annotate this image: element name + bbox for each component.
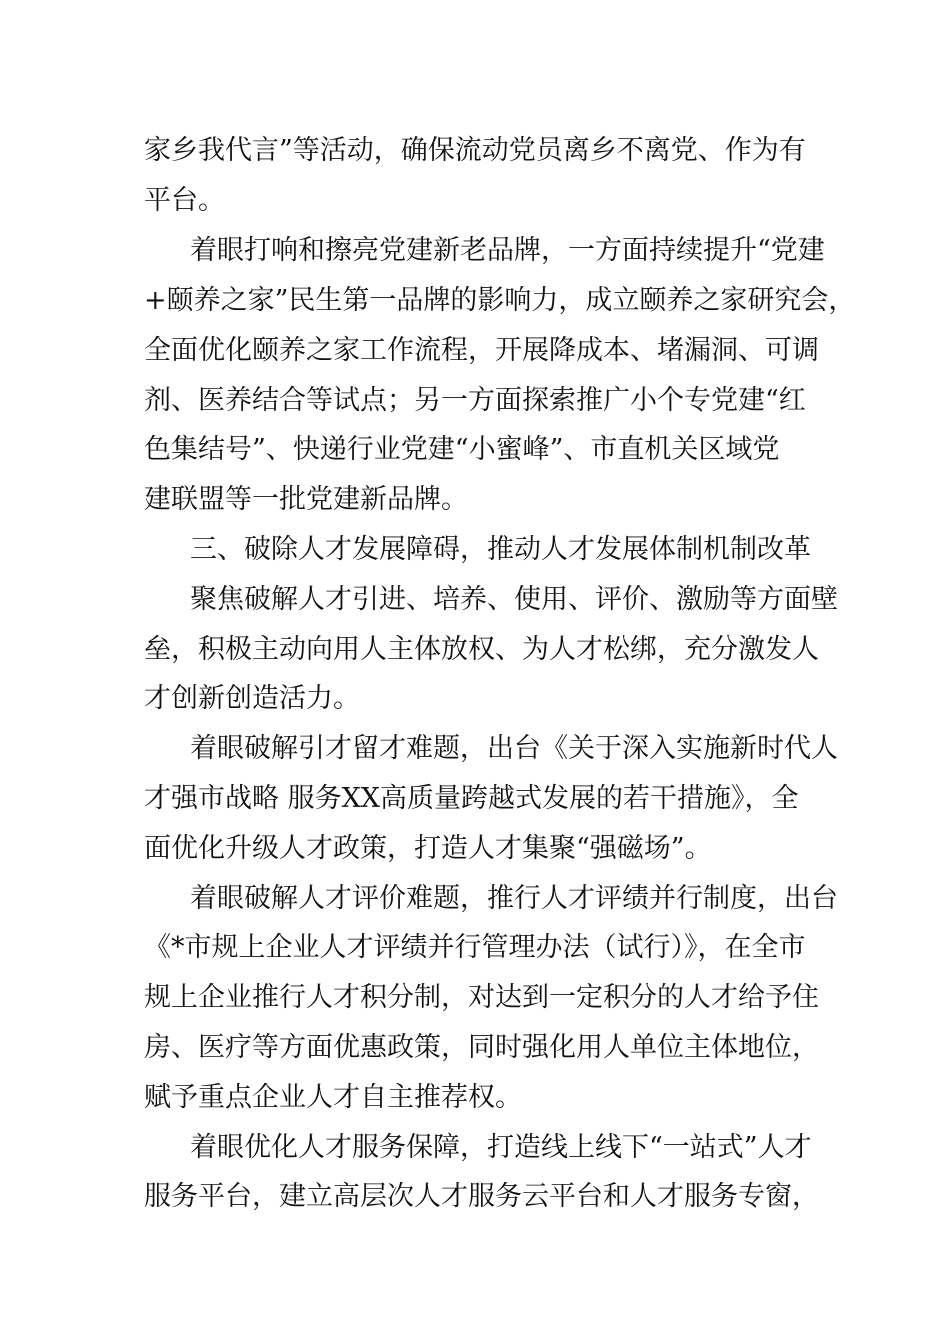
- text-line: 平台。: [144, 185, 225, 216]
- text-line: 面优化升级人才政策，打造人才集聚“强磁场”。: [144, 833, 712, 864]
- section-heading: 三、破除人才发展障碍，推动人才发展体制机制改革: [190, 534, 811, 565]
- text-line: 房、医疗等方面优惠政策，同时强化用人单位主体地位，: [144, 1032, 819, 1063]
- text-line: 全面优化颐养之家工作流程，开展降成本、堵漏洞、可调: [144, 335, 819, 366]
- text-line: 着眼优化人才服务保障，打造线上线下“一站式”人才: [190, 1132, 812, 1163]
- text-line: 才强市战略 服务XX高质量跨越式发展的若干措施》，全: [144, 783, 799, 814]
- text-line: 垒，积极主动向用人主体放权、为人才松绑，充分激发人: [144, 634, 819, 665]
- text-line: 建联盟等一批党建新品牌。: [144, 484, 468, 515]
- text-line: 《*市规上企业人才评绩并行管理办法（试行）》，在全市: [144, 932, 806, 963]
- text-line: 着眼打响和擦亮党建新老品牌，一方面持续提升“党建: [190, 235, 825, 266]
- text-line: 着眼破解引才留才难题，出台《关于深入实施新时代人: [190, 733, 838, 764]
- text-line: 家乡我代言”等活动，确保流动党员离乡不离党、作为有: [144, 135, 806, 166]
- text-line: 服务平台，建立高层次人才服务云平台和人才服务专窗，: [144, 1181, 819, 1212]
- text-line: 规上企业推行人才积分制，对达到一定积分的人才给予住: [144, 982, 819, 1013]
- text-line: 色集结号”、快递行业党建“小蜜峰”、市直机关区域党: [144, 434, 780, 465]
- text-line: 剂、医养结合等试点；另一方面探索推广小个专党建“红: [144, 385, 806, 416]
- text-line: 聚焦破解人才引进、培养、使用、评价、激励等方面壁: [190, 584, 838, 615]
- text-line: +颐养之家”民生第一品牌的影响力，成立颐养之家研究会，: [144, 285, 856, 316]
- text-line: 着眼破解人才评价难题，推行人才评绩并行制度，出台: [190, 883, 838, 914]
- text-line: 赋予重点企业人才自主推荐权。: [144, 1082, 522, 1113]
- text-line: 才创新创造活力。: [144, 683, 360, 714]
